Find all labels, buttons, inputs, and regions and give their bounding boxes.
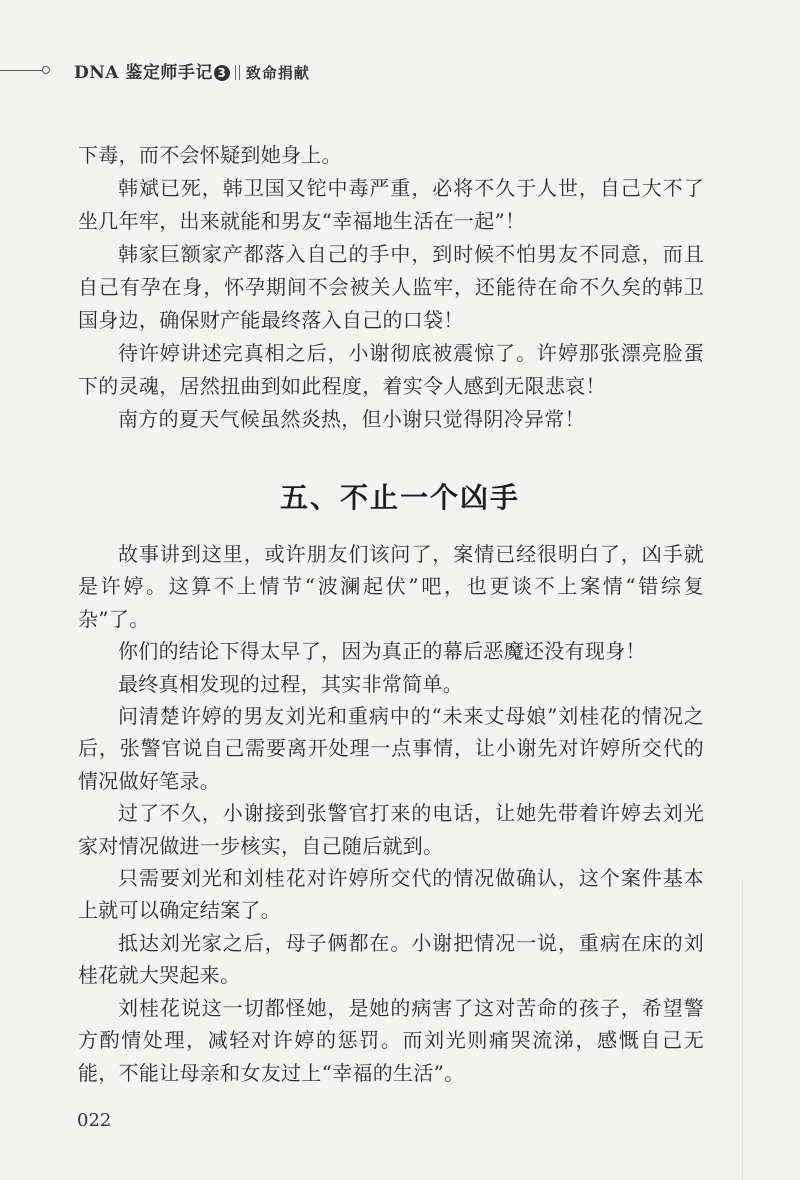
paragraph: 只需要刘光和刘桂花对许婷所交代的情况做确认，这个案件基本上就可以确定结案了。 (78, 866, 704, 923)
paragraph: 过了不久，小谢接到张警官打来的电话，让她先带着许婷去刘光家对情况做进一步核实，自己随后就到。 (78, 801, 704, 858)
section-heading: 五、不止一个凶手 (279, 481, 520, 514)
paragraph: 你们的结论下得太早了，因为真正的幕后恶魔还没有现身！ (118, 639, 646, 664)
book-subtitle: 致命捐献 (245, 64, 310, 82)
paragraph: 韩斌已死，韩卫国又铊中毒严重，必将不久于人世，自己大不了坐几年牢，出来就能和男友“幸福地生活在一起”！ (78, 176, 704, 233)
paragraph: 韩家巨额家产都落入自己的手中，到时候不怕男友不同意，而且自己有孕在身，怀孕期间不会被关人监牢，还能待在命不久矣的韩卫国身边，确保财产能最终落入自己的口袋！ (78, 242, 704, 332)
paragraph: 抵达刘光家之后，母子俩都在。小谢把情况一说，重病在床的刘桂花就大哭起来。 (78, 930, 704, 988)
header-separator (235, 65, 240, 80)
running-header (0, 58, 800, 88)
paragraph: 问清楚许婷的男友刘光和重病中的“未来丈母娘”刘桂花的情况之后，张警官说自己需要离开处理一点事情，让小谢先对许婷所交代的情况做好笔录。 (78, 704, 704, 793)
text-block-after (78, 538, 704, 1089)
page-number: 022 (77, 1110, 112, 1131)
paragraph: 故事讲到这里，或许朋友们该问了，案情已经很明白了，凶手就是许婷。这算不上情节“波澜起伏”吧，也更谈不上案情“错综复杂”了。 (78, 542, 704, 631)
volume-number: 3 (214, 65, 230, 81)
paragraph: 南方的夏天气候虽然炎热，但小谢只觉得阴冷异常！ (118, 407, 585, 431)
text-block-before (78, 139, 704, 436)
header-rule (0, 70, 42, 71)
header-title-block (74, 58, 310, 83)
book-title: DNA 鉴定师手记 (74, 63, 213, 83)
paragraph: 待许婷讲述完真相之后，小谢彻底被震惊了。许婷那张漂亮脸蛋下的灵魂，居然扭曲到如此程度，着实令人感到无限悲哀！ (78, 341, 704, 398)
header-dot-ornament (42, 66, 50, 74)
page-edge-shadow (742, 880, 743, 1180)
paragraph: 刘桂花说这一切都怪她，是她的病害了这对苦命的孩子，希望警方酌情处理，减轻对许婷的惩罚。而刘光则痛哭流涕，感慨自己无能，不能让母亲和女友过上“幸福的生活”。 (78, 995, 704, 1085)
paragraph: 下毒，而不会怀疑到她身上。 (78, 143, 342, 167)
paragraph: 最终真相发现的过程，其实非常简单。 (118, 671, 464, 696)
